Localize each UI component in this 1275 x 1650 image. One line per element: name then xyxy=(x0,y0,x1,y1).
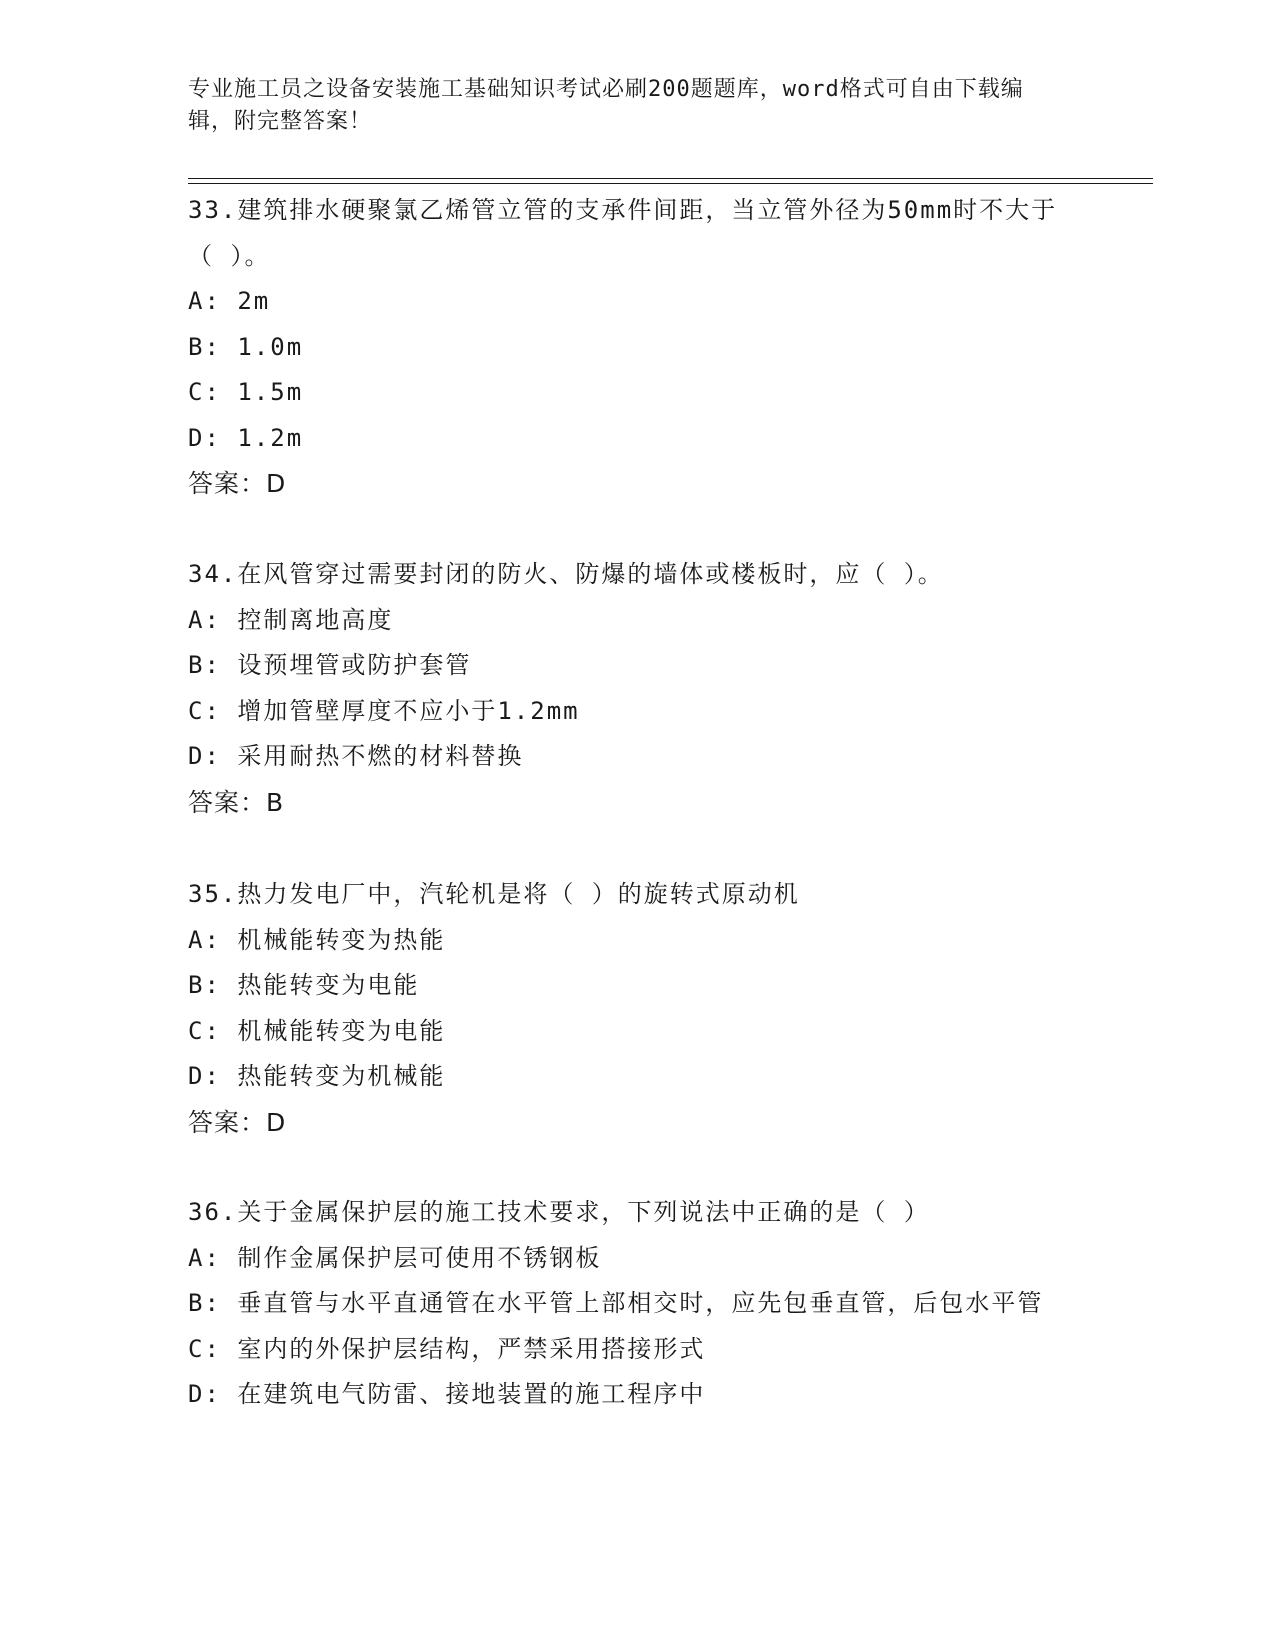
option-b: B: 热能转变为电能 xyxy=(188,971,420,999)
document-header: 专业施工员之设备安装施工基础知识考试必刷200题题库，word格式可自由下载编辑，附完整答案！ xyxy=(188,77,1024,134)
question-stem: 36.关于金属保护层的施工技术要求，下列说法中正确的是（ ） xyxy=(188,1198,930,1226)
header-divider-top xyxy=(188,178,1153,179)
option-b: B: 1.0m xyxy=(188,332,304,361)
option-c: C: 机械能转变为电能 xyxy=(188,1016,446,1045)
question-36 xyxy=(188,1190,1088,1418)
question-35 xyxy=(188,872,1088,1145)
question-stem: 35.热力发电厂中，汽轮机是将（ ）的旋转式原动机 xyxy=(188,880,800,908)
option-c: C: 1.5m xyxy=(188,378,304,406)
option-a: A: 2m xyxy=(188,287,271,315)
answer: 答案：D xyxy=(188,469,287,498)
option-c: C: 增加管壁厚度不应小于1.2mm xyxy=(188,696,580,725)
question-stem: 34.在风管穿过需要封闭的防火、防爆的墙体或楼板时，应（ ）。 xyxy=(188,560,944,588)
question-34 xyxy=(188,552,1088,825)
option-c: C: 室内的外保护层结构，严禁采用搭接形式 xyxy=(188,1334,706,1363)
header-divider-bottom xyxy=(188,183,1153,184)
option-d: D: 在建筑电气防雷、接地装置的施工程序中 xyxy=(188,1380,706,1408)
answer: 答案：B xyxy=(188,787,285,817)
answer: 答案：D xyxy=(188,1107,287,1137)
option-a: A: 控制离地高度 xyxy=(188,605,394,634)
option-b: B: 设预埋管或防护套管 xyxy=(188,651,472,679)
option-d: D: 热能转变为机械能 xyxy=(188,1062,446,1090)
option-a: A: 机械能转变为热能 xyxy=(188,925,446,954)
question-stem: 33.建筑排水硬聚氯乙烯管立管的支承件间距，当立管外径为50mm时不大于（ ）。 xyxy=(188,196,1058,270)
option-d: D: 1.2m xyxy=(188,423,304,452)
option-a: A: 制作金属保护层可使用不锈钢板 xyxy=(188,1243,602,1272)
option-d: D: 采用耐热不燃的材料替换 xyxy=(188,742,524,770)
option-b: B: 垂直管与水平直通管在水平管上部相交时，应先包垂直管，后包水平管 xyxy=(188,1289,1044,1317)
question-33 xyxy=(188,188,1088,507)
